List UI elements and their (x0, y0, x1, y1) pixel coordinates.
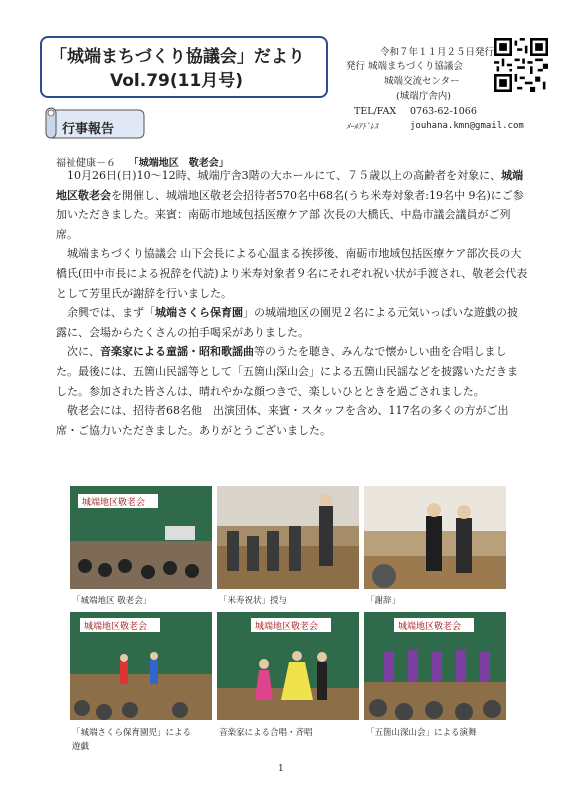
office-location: (城端庁舎内) (396, 91, 451, 102)
photo-caption-line2: 遊戯 (72, 742, 90, 752)
article-category: 福祉健康－６ (56, 158, 116, 169)
article-title: 「城端地区 敬老会」 (128, 158, 229, 169)
mail-label: ﾒｰﾙｱﾄﾞﾚｽ (346, 122, 378, 131)
paragraph: 敬老会には、招待者68名他 出演団体、来賓・スタッフを含め、117名の多くの方がご出席・ご協力いただきました。ありがとうございました。 (56, 404, 509, 437)
paragraph: 余興では、まず「城端さくら保育園」の城端地区の園児２名による元気いっぱいな遊戯の披露に、会場からたくさんの拍手喝采がありました。 (56, 306, 518, 339)
paragraph: 城端まちづくり協議会 山下会長による心温まる挨拶後、南砺市地域包括医療ケア部次長の大橋氏(田中市長による祝辞を代読)より米寿対象者９名にそれぞれ祝い状が手渡され、敬老会代表として芳里氏が謝辞を行いました。 (56, 247, 528, 300)
photo-caption: 「米寿祝状」授与 (219, 596, 288, 606)
section-title: 行事報告 (62, 122, 115, 137)
publisher: 発行 城端まちづくり協議会 (346, 61, 463, 72)
tel-label: TEL/FAX (354, 106, 397, 117)
svg-text:城端地区敬老会: 城端地区敬老会 (398, 622, 462, 632)
photo-keirokai-hall (70, 486, 212, 589)
paragraph: 次に、音楽家による童謡・昭和歌謡曲等のうたを聴き、みんなで懐かしい曲を合唱しました。最後には、五箇山民謡等として「五箇山深山会」による五箇山民謡などを披露いただきました。参加された皆さんは、晴れやかな顔つきで、楽しいひとときを過ごされました。 (56, 345, 518, 398)
photo-music-chorus (217, 612, 359, 720)
photo-caption: 「城端さくら保育園児」による (72, 728, 192, 738)
newsletter-title: 「城端まちづくり協議会」だより (50, 47, 305, 67)
mail-address[interactable]: jouhana.kmn@gmail.com (410, 121, 524, 131)
photo-thanks-speech (364, 486, 506, 589)
qr-code-icon[interactable] (494, 38, 548, 92)
photo-nursery-dance (70, 612, 212, 720)
svg-text:城端地区敬老会: 城端地区敬老会 (255, 622, 319, 632)
article-body (56, 166, 528, 440)
photo-beiju-award (217, 486, 359, 589)
svg-text:城端地区敬老会: 城端地区敬老会 (84, 622, 148, 632)
paragraph: 10月26日(日)10～12時、城端庁舎3階の大ホールにて、７５歳以上の高齢者を対象に、城端地区敬老会を開催し、城端地区敬老会招待者570名中68名(うち米寿対象者:19名中 9名)にご参加いただきました。来賓：南砺市地域包括医療ケア部 次長の大橋氏、中島市議会議員がご列席。 (56, 169, 524, 241)
photo-caption: 「謝辞」 (366, 596, 401, 606)
center-name: 城端交流センター (384, 76, 460, 87)
photo-caption: 音楽家による合唱・斉唱 (219, 728, 313, 738)
tel-number: 0763-62-1066 (410, 106, 477, 117)
photo-caption: 「城端地区 敬老会」 (72, 596, 152, 606)
page-number: 1 (278, 764, 284, 774)
photo-caption: 「五箇山深山会」による演舞 (366, 728, 477, 738)
volume-number: Vol.79(11月号) (110, 71, 244, 91)
issue-date: 令和７年１１月２５日発行 (380, 47, 495, 58)
svg-text:城端地区敬老会: 城端地区敬老会 (82, 498, 146, 508)
photo-gokayama-dance (364, 612, 506, 720)
